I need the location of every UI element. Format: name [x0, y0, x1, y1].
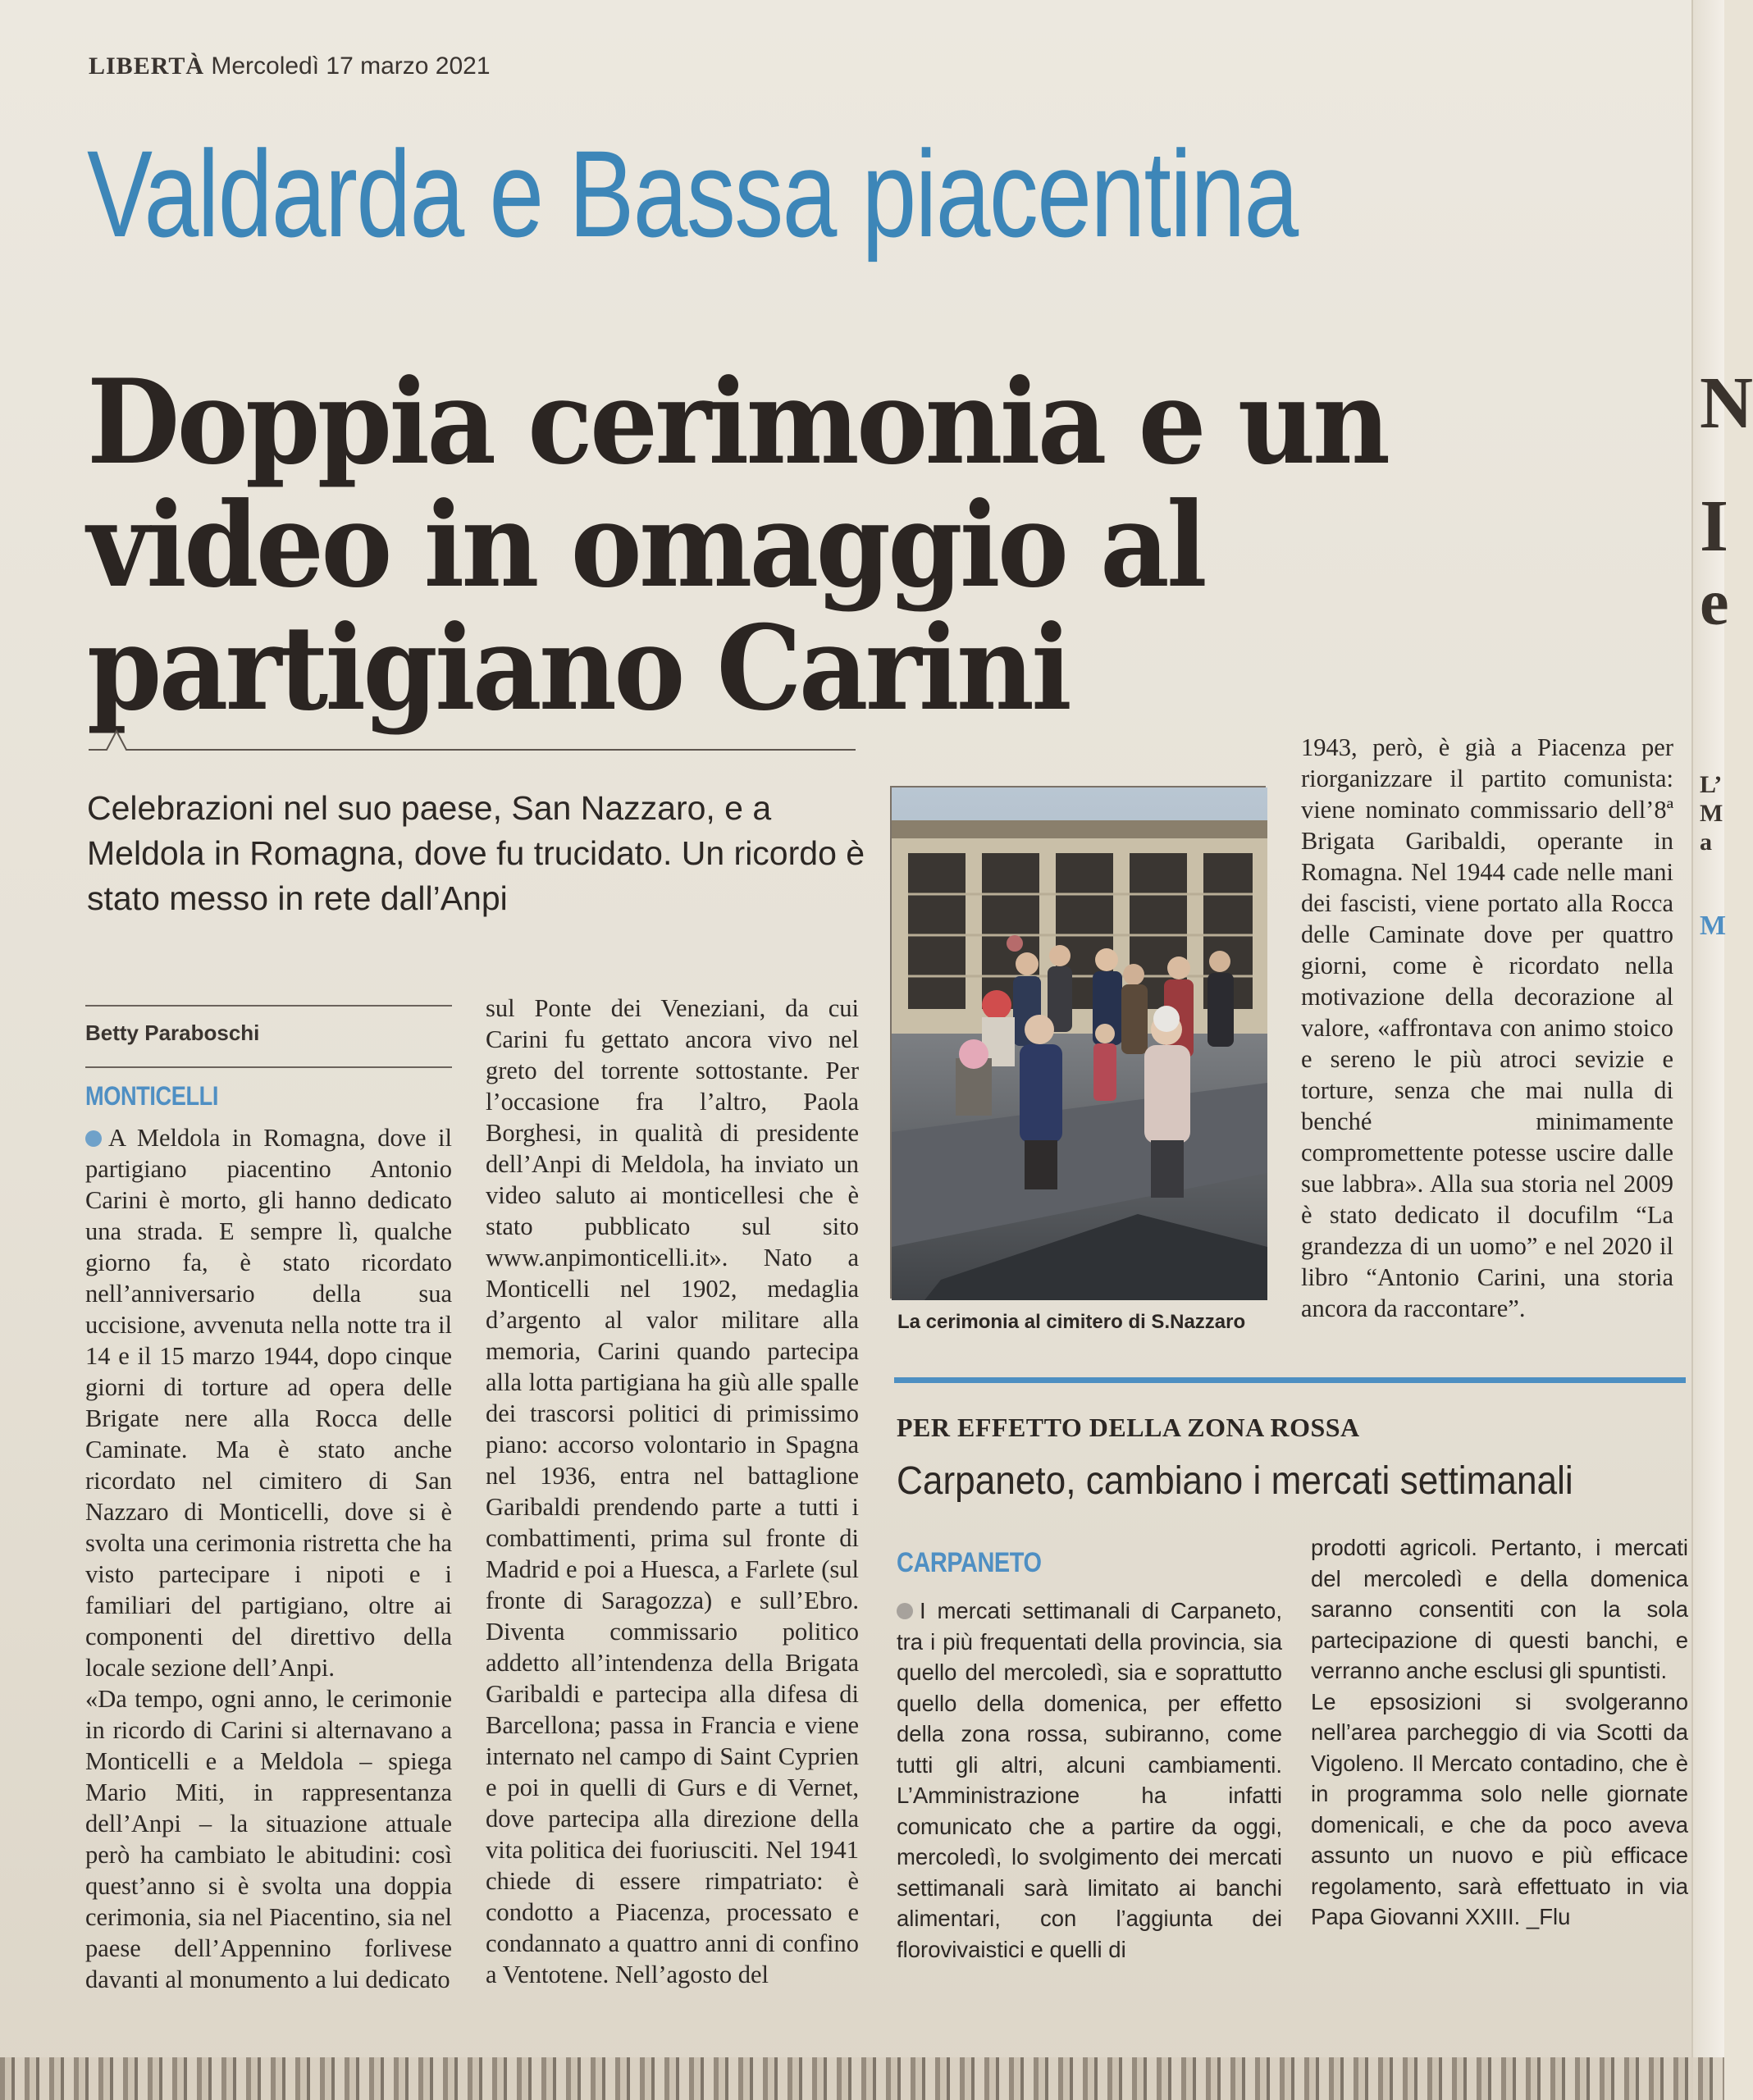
bullet-icon [897, 1603, 913, 1619]
issue-date: Mercoledì 17 marzo 2021 [211, 52, 491, 80]
article2-paragraph: I mercati settimanali di Carpaneto, tra i più frequentati della provincia, sia quello del mercoledì, sia e soprattutto quello della domenica, per effetto della zona rossa, subiranno, come tutti gli altri, alcuni cambiamenti. L’Amministrazione ha infatti comunicato che a partire da oggi, mercoledì, lo svolgimento dei mercati settimanali sarà limitato ai banchi alimentari, con l’aggiunta dei florovivaistici e quelli di [897, 1598, 1282, 1962]
edge-fragment: I [1700, 486, 1729, 567]
section-title: Valdarda e Bassa piacentina [87, 125, 1298, 262]
article2-paragraph: Le epsosizioni si svolgeranno nell’area parcheggio di via Scotti da Vigoleno. Il Mercato contadino, che è in programma solo nelle giornate domenicali, e che da poco aveva assunto un nuovo e più efficace regolamento, sarà effettuato in via Papa Giovanni XXIII. _Flu [1311, 1688, 1688, 1929]
subhead-rule [89, 726, 856, 751]
article-column-1 [85, 1122, 452, 1995]
byline-rule-top [85, 1005, 452, 1007]
article-column-2: sul Ponte dei Veneziani, da cui Carini fu gettato ancora vivo nel greto del torrente sottostante. Per l’occasione fra l’altro, Paola Borghesi, in qualità di presidente dell’Anpi di Meldola, ha inviato un video saluto ai monticellesi che è stato pubblicato sul sito www.anpimonticelli.it». Nato a Monticelli nel 1902, medaglia d’argento al valor militare alla memoria, Carini quando partecipa alla lotta partigiana ha giù alle spalle dei trascorsi politici di primissimo piano: accorso volontario in Spagna nel 1936, entra nel battaglione Garibaldi prendendo parte a tutti i combattimenti, prima sul fronte di Madrid e poi a Huesca, a Farlete (sul fronte di Saragozza) e sull’Ebro. Diventa commissario politico addetto all’intendenza della Brigata Garibaldi e partecipa alla difesa di Barcellona; passa in Francia e viene internato nel campo di Saint Cyprien e poi in quelli di Gurs e di Vernet, dove partecipa alla direzione della vita politica dei fuoriusciti. Nel 1941 chiede di essere rimpatriato: è condotto a Piacenza, processato e condannato a quattro anni di confino a Ventotene. Nell’agosto del [486, 994, 859, 1988]
cemetery-ceremony-image [892, 788, 1267, 1300]
bullet-icon [85, 1130, 102, 1147]
article2-column-1 [897, 1596, 1282, 1965]
article2-column-2 [1311, 1532, 1688, 1933]
byline: Betty Paraboschi [85, 1020, 260, 1045]
edge-fragment: M [1700, 911, 1727, 941]
article-headline: Doppia cerimonia e un video in omaggio al partigiano Carini [87, 354, 1388, 737]
edge-fragment: L’ [1700, 771, 1723, 798]
edge-fragment: M [1700, 800, 1723, 827]
adjacent-page-edge [1691, 0, 1753, 2100]
edge-fragment: e [1700, 567, 1729, 639]
edge-fragment: N [1700, 363, 1753, 444]
photo-caption: La cerimonia al cimitero di S.Nazzaro [897, 1311, 1246, 1333]
dateline-carpaneto: CARPANETO [897, 1547, 1042, 1578]
article2-paragraph: prodotti agricoli. Pertanto, i mercati del mercoledì e della domenica saranno consentiti con la sola partecipazione di questi banchi, e verranno anche esclusi gli spuntisti. [1311, 1535, 1688, 1683]
newspaper-name: LIBERTÀ [89, 52, 204, 80]
article2-headline: Carpaneto, cambiano i mercati settimanali [897, 1459, 1573, 1503]
article-subhead: Celebrazioni nel suo paese, San Nazzaro, e a Meldola in Romagna, dove fu trucidato. Un ricordo è stato messo in rete dall’Anpi [87, 789, 865, 917]
byline-rule-bottom [85, 1066, 452, 1068]
article-paragraph: A Meldola in Romagna, dove il partigiano piacentino Antonio Carini è morto, gli hanno dedicato una strada. E sempre lì, qualche giorno fa, è stato ricordato nell’anniversario della sua uccisione, avvenuta nella notte tra il 14 e il 15 marzo 1944, dopo cinque giorni di torture ad opera delle Brigate nere alla Rocca delle Caminate. Ma è stato anche ricordato nel cimitero di San Nazzaro di Monticelli, dove si è svolta una cerimonia ristretta che ha visto partecipare i nipoti e i familiari del partigiano, oltre ai componenti del direttivo della locale sezione dell’Anpi. [85, 1124, 452, 1682]
masthead [89, 52, 491, 80]
table-surface-edge [0, 2057, 1724, 2100]
ceremony-photo [890, 786, 1266, 1299]
dateline-monticelli: MONTICELLI [85, 1081, 218, 1111]
article-separator-bar [894, 1377, 1686, 1383]
article2-kicker: PER EFFETTO DELLA ZONA ROSSA [897, 1413, 1360, 1442]
article-paragraph: «Da tempo, ogni anno, le cerimonie in ricordo di Carini si alternavano a Monticelli e a Meldola – spiega Mario Miti, in rappresentanza dell’Anpi – la situazione attuale però ha cambiato le abitudini: così quest’anno si è svolta una doppia cerimonia, sia nel Piacentino, sia nel paese dell’Appennino forlivese davanti al monumento a lui dedicato [85, 1685, 452, 1993]
edge-fragment: a [1700, 829, 1712, 856]
article-column-3: 1943, però, è già a Piacenza per riorganizzare il partito comunista: viene nominato commissario dell’8ª Brigata Garibaldi, operante in Romagna. Nel 1944 cade nelle mani dei fascisti, viene portato alla Rocca delle Caminate dove per quattro giorni, come è ricordato nella motivazione della decorazione al valore, «affrontava con animo stoico e sereno le più atroci sevizie e torture, senza che mai nulla di benché minimamente compromettente potesse uscire dalle sue labbra». Alla sua storia nel 2009 è stato dedicato il docufilm “La grandezza di un uomo” e nel 2020 il libro “Antonio Carini, una storia ancora da raccontare”. [1301, 733, 1673, 1322]
